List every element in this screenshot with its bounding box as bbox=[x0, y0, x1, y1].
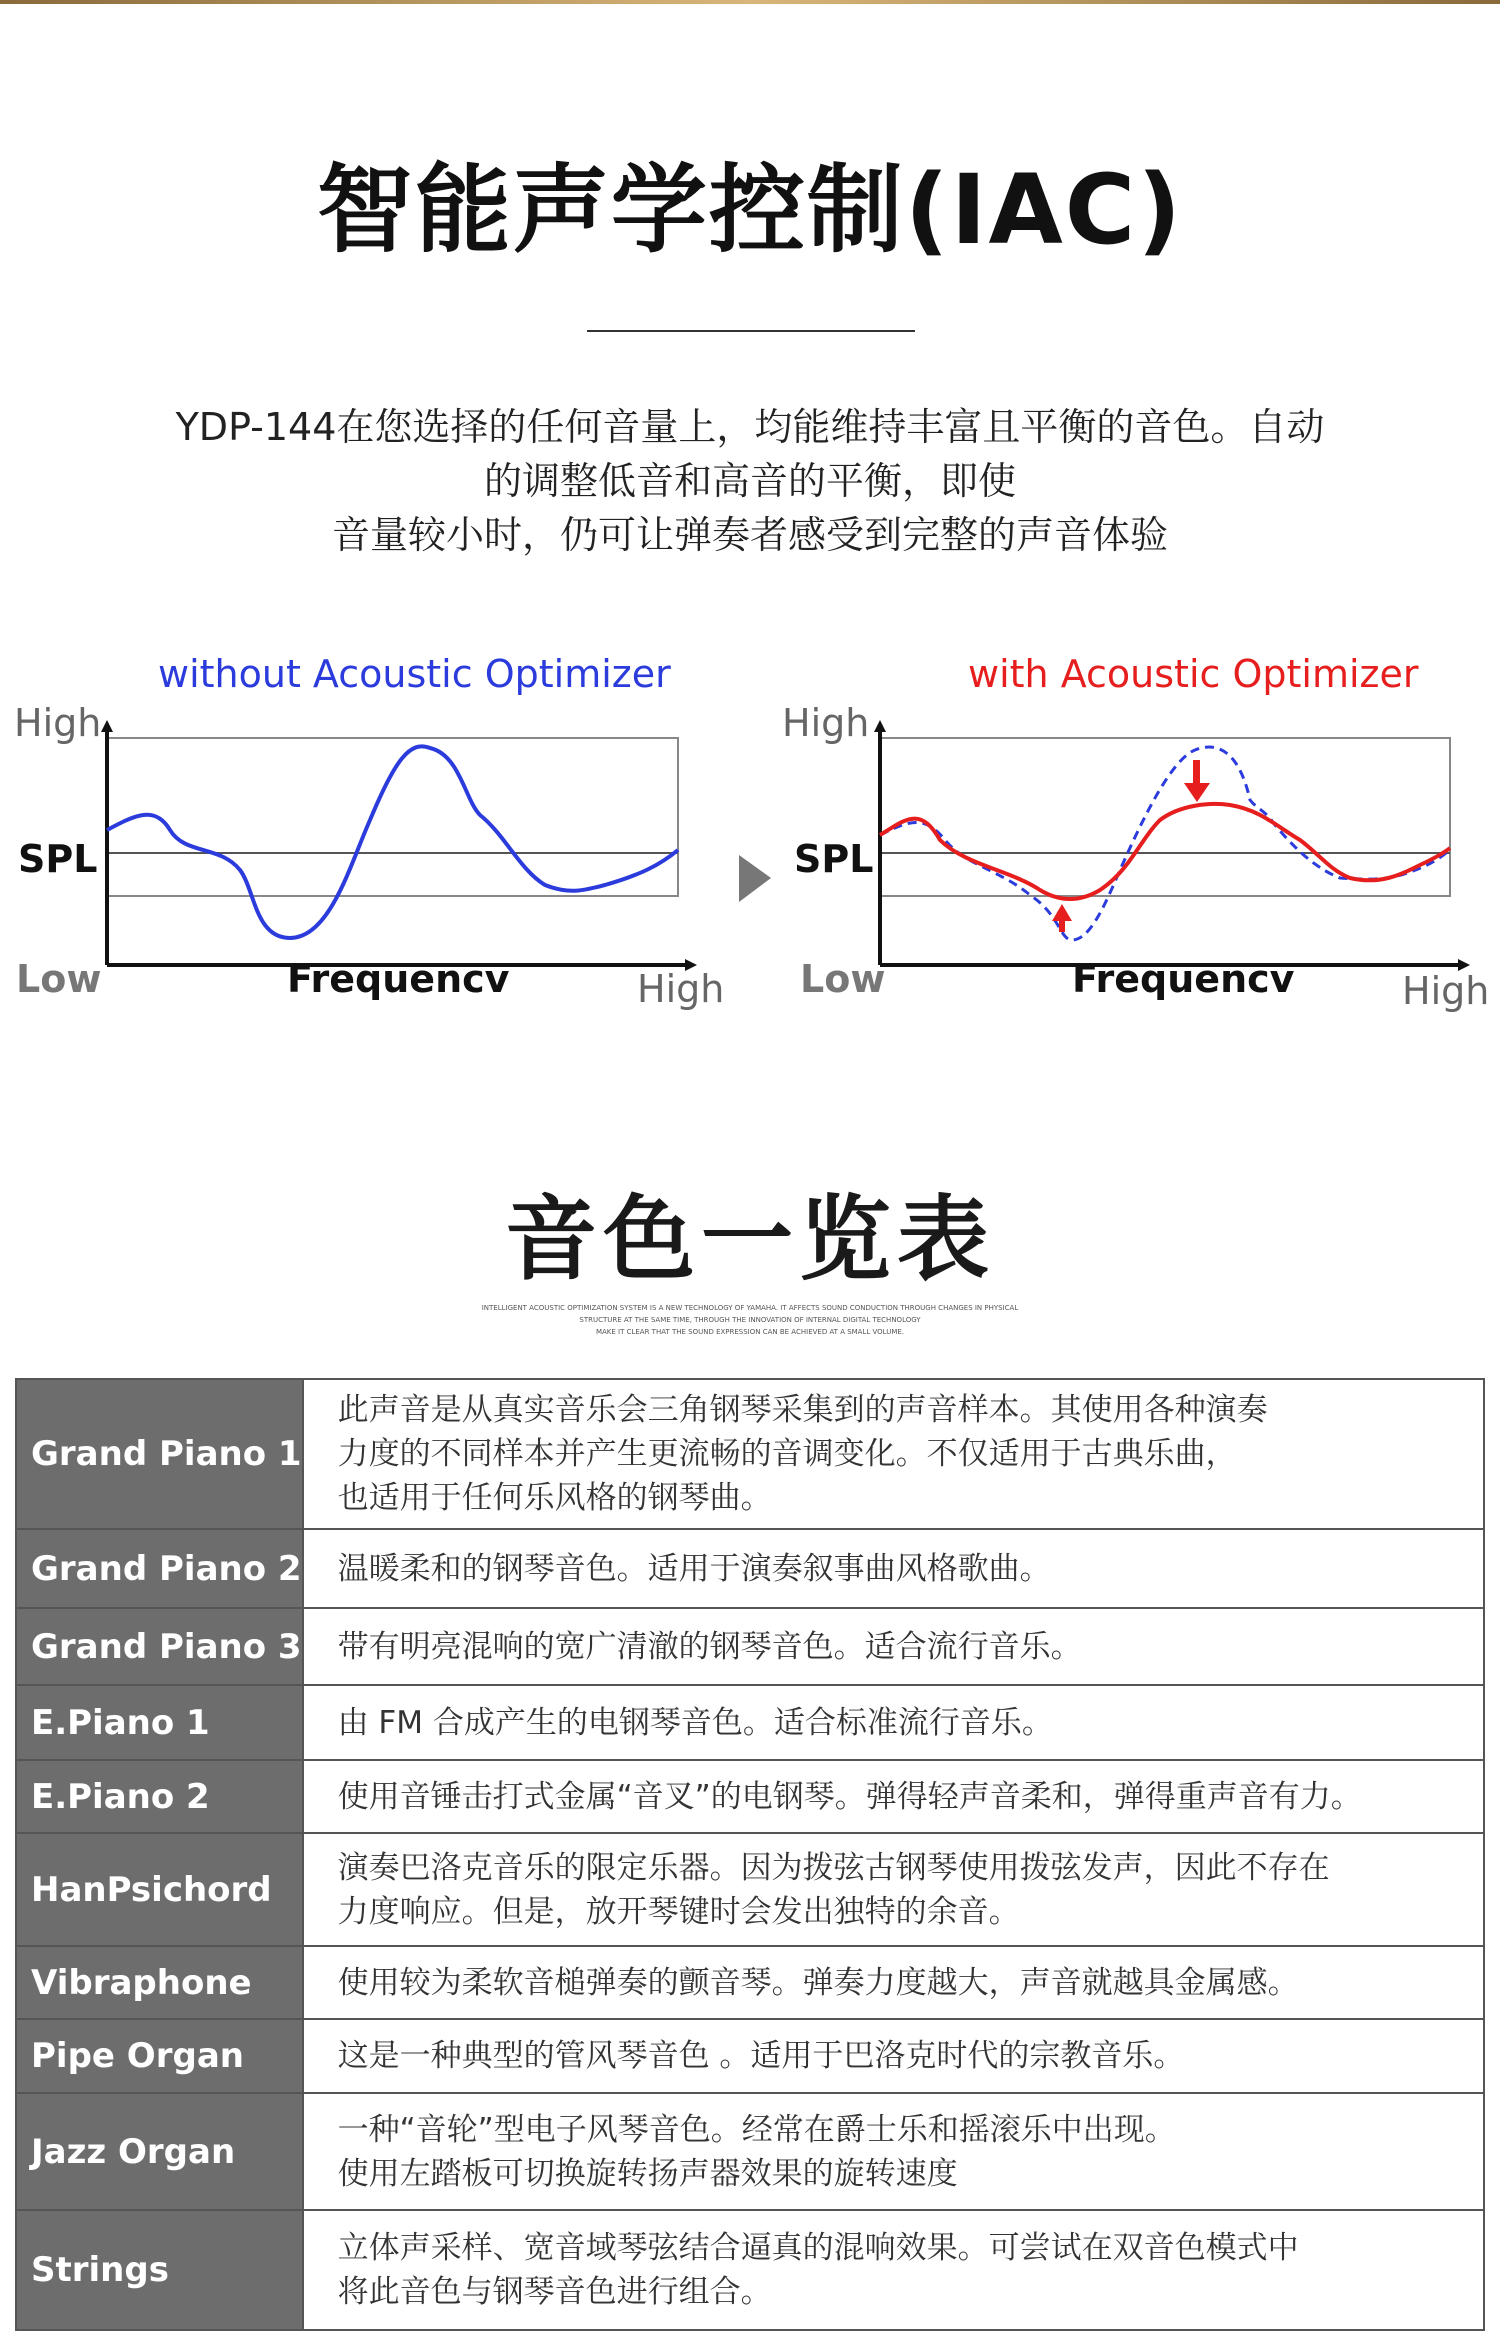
voice-description bbox=[303, 2019, 1484, 2093]
voice-name: Strings bbox=[16, 2210, 303, 2330]
table-row bbox=[16, 1608, 1484, 1685]
left-x-high-label: High bbox=[637, 967, 725, 1011]
right-chart-caption: with Acoustic Optimizer bbox=[968, 652, 1419, 696]
right-original-curve bbox=[880, 747, 1450, 940]
fine-print bbox=[420, 1302, 1080, 1338]
fine-print-line: INTELLIGENT ACOUSTIC OPTIMIZATION SYSTEM IS A NEW TECHNOLOGY OF YAMAHA. IT AFFECTS SOUND CONDUCTION THROUGH CHANGES IN PHYSICAL bbox=[481, 1304, 1019, 1312]
voice-name: HanPsichord bbox=[16, 1833, 303, 1946]
right-y-axis-label: SPL bbox=[794, 837, 874, 881]
right-x-axis-label: Frequencv bbox=[1072, 957, 1295, 1001]
down-arrow-icon bbox=[1184, 760, 1210, 802]
description-line: 带有明亮混响的宽广清澈的钢琴音色。适合流行音乐。 bbox=[337, 1628, 1082, 1665]
up-arrow-icon bbox=[1052, 904, 1072, 932]
voice-description bbox=[303, 1529, 1484, 1608]
voice-description bbox=[303, 2093, 1484, 2210]
voice-description bbox=[303, 1833, 1484, 1946]
table-row bbox=[16, 1685, 1484, 1760]
description-line: 将此音色与钢琴音色进行组合。 bbox=[337, 2274, 772, 2310]
description-line: 使用左踏板可切换旋转扬声器效果的旋转速度 bbox=[337, 2155, 958, 2192]
voice-name: E.Piano 1 bbox=[16, 1685, 303, 1760]
voice-table bbox=[15, 1378, 1485, 2331]
left-chart-frame bbox=[107, 738, 678, 896]
voice-description bbox=[303, 1608, 1484, 1685]
left-y-axis-arrow-icon bbox=[101, 720, 113, 732]
table-row bbox=[16, 2019, 1484, 2093]
voice-name: Grand Piano 3 bbox=[16, 1608, 303, 1685]
description-line: 演奏巴洛克音乐的限定乐器。因为拨弦古钢琴使用拨弦发声，因此不存在 bbox=[337, 1849, 1330, 1886]
right-y-low-label: Low bbox=[800, 957, 886, 1001]
title-divider bbox=[587, 330, 915, 332]
voice-list-title: 音色一览表 bbox=[504, 1186, 995, 1293]
description-line: 由 FM 合成产生的电钢琴音色。适合标准流行音乐。 bbox=[337, 1704, 1053, 1741]
description-line: 这是一种典型的管风琴音色 。适用于巴洛克时代的宗教音乐。 bbox=[337, 2038, 1185, 2074]
table-row bbox=[16, 1760, 1484, 1833]
voice-description bbox=[303, 1760, 1484, 1833]
description-line: 使用较为柔软音槌弹奏的颤音琴。弹奏力度越大，声音就越具金属感。 bbox=[337, 1964, 1299, 2001]
fine-print-line: MAKE IT CLEAR THAT THE SOUND EXPRESSION CAN BE ACHIEVED AT A SMALL VOLUME. bbox=[595, 1328, 905, 1336]
table-row bbox=[16, 1833, 1484, 1946]
description-line: 温暖柔和的钢琴音色。适用于演奏叙事曲风格歌曲。 bbox=[337, 1550, 1051, 1587]
left-x-axis-label: Frequencv bbox=[287, 957, 510, 1001]
description-line: 此声音是从真实音乐会三角钢琴采集到的声音样本。其使用各种演奏 bbox=[337, 1392, 1268, 1428]
voice-name: Pipe Organ bbox=[16, 2019, 303, 2093]
left-spl-curve bbox=[107, 746, 678, 938]
table-row bbox=[16, 2093, 1484, 2210]
iac-comparison-charts bbox=[0, 640, 1500, 1040]
play-arrow-icon bbox=[739, 855, 771, 902]
left-chart bbox=[14, 701, 724, 1011]
right-optimized-curve bbox=[880, 804, 1450, 899]
right-x-high-label: High bbox=[1402, 969, 1490, 1013]
description-line: 力度的不同样本并产生更流畅的音调变化。不仅适用于古典乐曲， bbox=[337, 1436, 1237, 1472]
voice-description bbox=[303, 1379, 1484, 1529]
intro-line: 音量较小时，仍可让弹奏者感受到完整的声音体验 bbox=[331, 513, 1168, 557]
iac-charts-svg bbox=[0, 640, 1500, 1040]
voice-name: Grand Piano 2 bbox=[16, 1529, 303, 1608]
table-row bbox=[16, 1529, 1484, 1608]
voice-name: Grand Piano 1 bbox=[16, 1379, 303, 1529]
voice-name: E.Piano 2 bbox=[16, 1760, 303, 1833]
description-line: 立体声采样、宽音域琴弦结合逼真的混响效果。可尝试在双音色模式中 bbox=[337, 2230, 1299, 2266]
page-title: 智能声学控制(IAC) bbox=[316, 154, 1184, 266]
left-y-high-label: High bbox=[14, 701, 102, 745]
voice-name: Vibraphone bbox=[16, 1946, 303, 2019]
description-line: 一种“音轮”型电子风琴音色。经常在爵士乐和摇滚乐中出现。 bbox=[337, 2111, 1176, 2148]
top-accent-bar bbox=[0, 0, 1500, 4]
intro-line: YDP-144在您选择的任何音量上，均能维持丰富且平衡的音色。自动 bbox=[175, 405, 1325, 449]
intro-line: 的调整低音和高音的平衡，即使 bbox=[483, 459, 1016, 503]
right-chart bbox=[782, 701, 1489, 1013]
description-line: 也适用于任何乐风格的钢琴曲。 bbox=[337, 1480, 772, 1516]
voice-description bbox=[303, 1685, 1484, 1760]
fine-print-line: STRUCTURE AT THE SAME TIME, THROUGH THE INNOVATION OF INTERNAL DIGITAL TECHNOLOGY bbox=[579, 1316, 921, 1324]
table-row bbox=[16, 2210, 1484, 2330]
description-line: 力度响应。但是，放开琴键时会发出独特的余音。 bbox=[337, 1893, 1020, 1930]
description-line: 使用音锤击打式金属“音叉”的电钢琴。弹得轻声音柔和，弹得重声音有力。 bbox=[337, 1778, 1362, 1815]
left-chart-caption: without Acoustic Optimizer bbox=[158, 652, 671, 696]
table-row bbox=[16, 1946, 1484, 2019]
voice-description bbox=[303, 1946, 1484, 2019]
intro-text bbox=[100, 400, 1400, 562]
left-y-low-label: Low bbox=[16, 957, 102, 1001]
table-row bbox=[16, 1379, 1484, 1529]
right-y-high-label: High bbox=[782, 701, 870, 745]
voice-description bbox=[303, 2210, 1484, 2330]
right-y-axis-arrow-icon bbox=[874, 720, 886, 732]
left-y-axis-label: SPL bbox=[18, 837, 98, 881]
voice-name: Jazz Organ bbox=[16, 2093, 303, 2210]
